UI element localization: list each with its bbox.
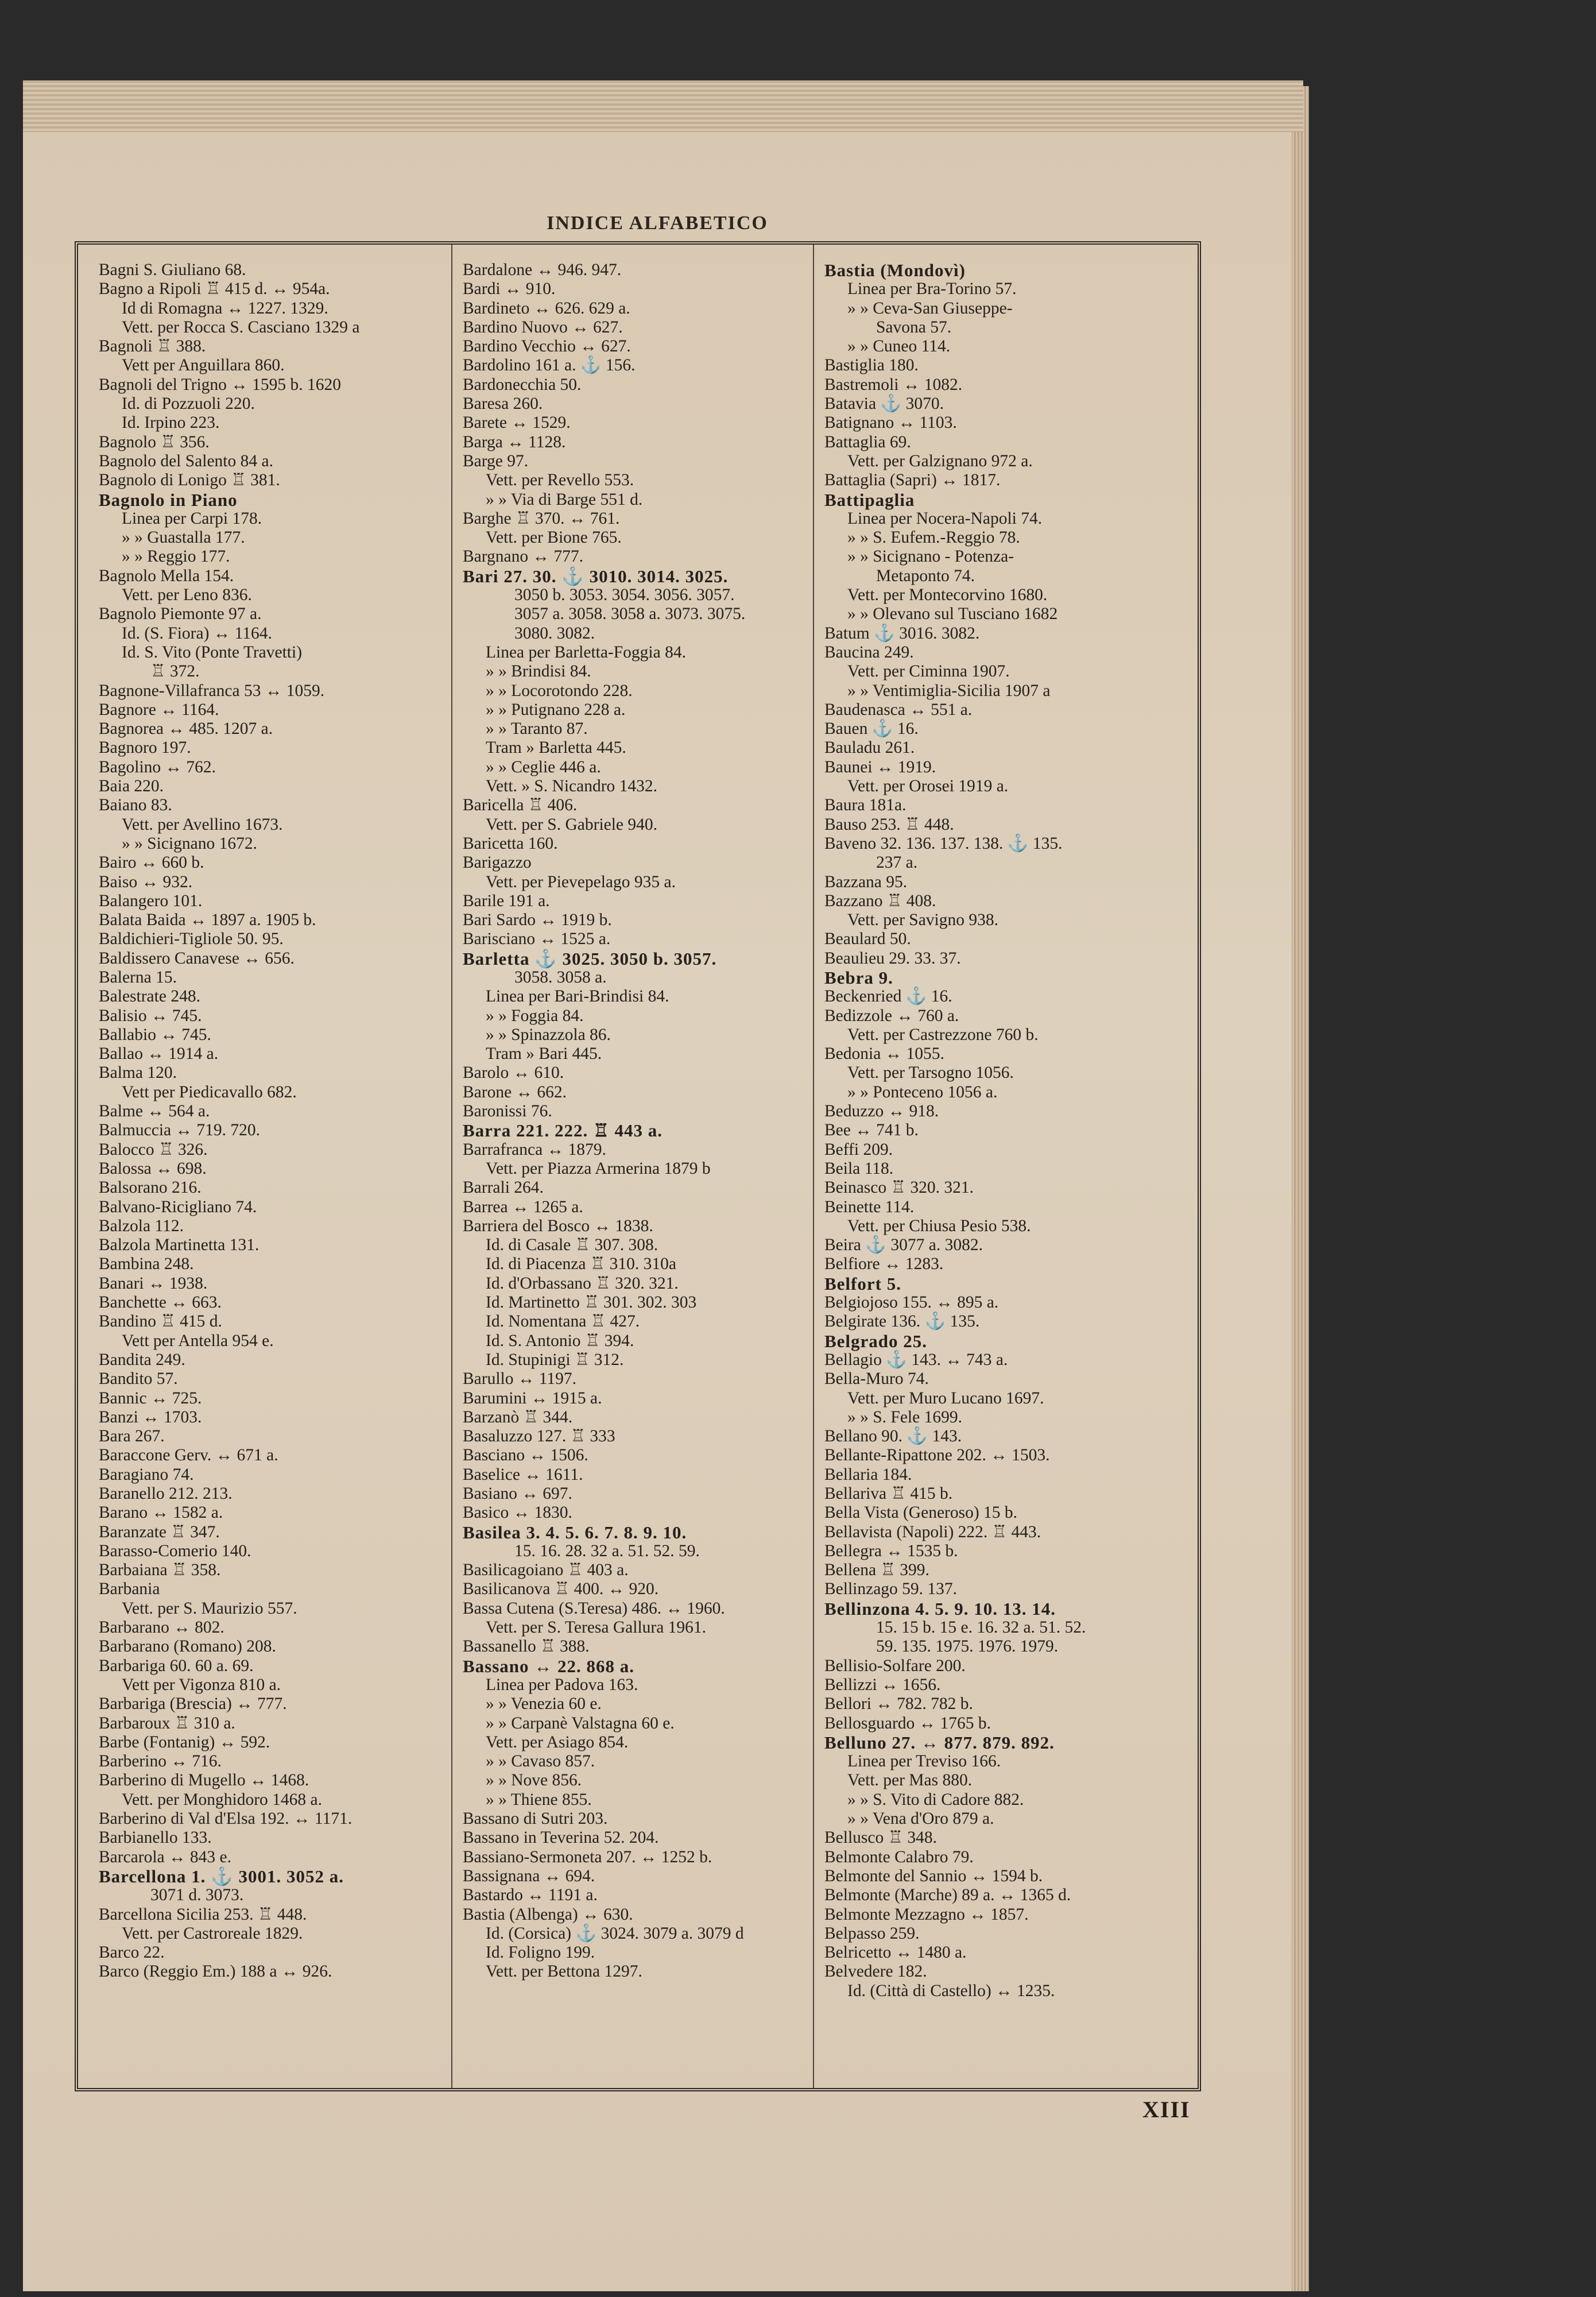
index-entry: Bellagio ⚓ 143. ↔ 743 a. (824, 1350, 1008, 1369)
index-entry: 3080. 3082. (514, 624, 595, 643)
index-entry: Id. (Corsica) ⚓ 3024. 3079 a. 3079 d (486, 1924, 744, 1943)
index-entry: Beduzzo ↔ 918. (824, 1102, 939, 1121)
index-entry: Beira ⚓ 3077 a. 3082. (824, 1236, 983, 1255)
index-entry: Basaluzzo 127. ♖ 333 (463, 1427, 615, 1446)
book-page (23, 132, 1292, 2291)
index-entry: Banchette ↔ 663. (99, 1293, 222, 1312)
index-entry: Barga ↔ 1128. (463, 432, 566, 451)
index-entry: Bazzano ♖ 408. (824, 891, 936, 910)
index-entry: Bellisio-Solfare 200. (824, 1656, 966, 1675)
index-entry: Bagnolo ♖ 356. (99, 432, 210, 451)
index-entry: Bauen ⚓ 16. (824, 720, 919, 738)
index-entry: Baiso ↔ 932. (99, 872, 193, 891)
index-entry: Vett. per Pievepelago 935 a. (486, 872, 676, 891)
index-entry: Belpasso 259. (824, 1924, 920, 1943)
index-entry: » » Reggio 177. (122, 547, 230, 566)
index-entry: Belvedere 182. (824, 1962, 927, 1981)
index-entry: Vett. per Bione 765. (486, 528, 622, 547)
index-entry: Baldissero Canavese ↔ 656. (99, 949, 295, 968)
index-entry: Balocco ♖ 326. (99, 1140, 208, 1159)
index-entry: Barberino ↔ 716. (99, 1752, 222, 1771)
index-entry: ♖ 372. (150, 662, 200, 681)
index-entry: Tram » Bari 445. (486, 1045, 602, 1064)
index-entry: Bara 267. (99, 1427, 165, 1446)
index-entry: Bedonia ↔ 1055. (824, 1045, 944, 1064)
index-entry: Bardino Nuovo ↔ 627. (463, 318, 623, 337)
index-entry: Baricetta 160. (463, 834, 558, 853)
index-entry: Barcellona Sicilia 253. ♖ 448. (99, 1905, 307, 1924)
index-entry: Bagnolo Mella 154. (99, 566, 234, 585)
index-entry: Id. d'Orbassano ♖ 320. 321. (486, 1274, 679, 1293)
index-entry: Baiano 83. (99, 796, 172, 815)
index-entry: 15. 15 b. 15 e. 16. 32 a. 51. 52. (876, 1618, 1086, 1637)
index-entry: Balsorano 216. (99, 1178, 202, 1197)
index-entry: Bagnolo in Piano (99, 489, 238, 510)
index-entry: Beinette 114. (824, 1197, 915, 1216)
index-entry: Bellinzago 59. 137. (824, 1580, 958, 1599)
index-entry: Id. di Piacenza ♖ 310. 310a (486, 1255, 677, 1274)
index-entry: Battaglia (Sapri) ↔ 1817. (824, 471, 1001, 490)
index-entry: Baldichieri-Tigliole 50. 95. (99, 930, 284, 949)
index-frame (75, 241, 1201, 2091)
index-entry: » » S. Eufem.-Reggio 78. (847, 528, 1020, 547)
index-entry: Baresa 260. (463, 395, 543, 413)
index-entry: Bauso 253. ♖ 448. (824, 815, 954, 834)
index-entry: Barletta ⚓ 3025. 3050 b. 3057. (463, 948, 717, 969)
index-entry: Belmonte (Marche) 89 a. ↔ 1365 d. (824, 1886, 1071, 1905)
index-entry: Bardineto ↔ 626. 629 a. (463, 299, 630, 318)
index-entry: » » S. Vito di Cadore 882. (847, 1790, 1024, 1809)
index-entry: Baudenasca ↔ 551 a. (824, 700, 973, 719)
index-entry: Baunei ↔ 1919. (824, 757, 936, 776)
index-entry: » » Nove 856. (486, 1771, 582, 1790)
index-entry: Bardi ↔ 910. (463, 280, 556, 299)
index-entry: Barberino di Mugello ↔ 1468. (99, 1771, 309, 1790)
index-entry: Vett. per Bettona 1297. (486, 1962, 642, 1981)
index-entry: Barriera del Bosco ↔ 1838. (463, 1216, 653, 1235)
index-entry: Bellizzi ↔ 1656. (824, 1675, 941, 1694)
index-entry: Baranello 212. 213. (99, 1484, 233, 1503)
index-column-3 (824, 261, 1180, 2070)
index-entry: Id. (Città di Castello) ↔ 1235. (847, 1981, 1055, 2000)
index-entry: Barcellona 1. ⚓ 3001. 3052 a. (99, 1866, 344, 1886)
index-entry: Bellegra ↔ 1535 b. (824, 1541, 958, 1560)
index-entry: » » Via di Barge 551 d. (486, 490, 643, 509)
index-entry: » » Cavaso 857. (486, 1752, 595, 1771)
index-entry: Beckenried ⚓ 16. (824, 987, 952, 1006)
index-entry: Bazzana 95. (824, 872, 908, 891)
index-entry: Bagnoli ♖ 388. (99, 337, 206, 356)
index-entry: » » Brindisi 84. (486, 662, 591, 681)
index-entry: Barbania (99, 1580, 160, 1599)
index-entry: » » Ceva-San Giuseppe- (847, 299, 1013, 318)
index-entry: Barco (Reggio Em.) 188 a ↔ 926. (99, 1962, 332, 1981)
index-entry: Balisio ↔ 745. (99, 1006, 202, 1025)
index-entry: Linea per Treviso 166. (847, 1752, 1001, 1771)
index-entry: Bardalone ↔ 946. 947. (463, 261, 622, 279)
index-entry: Bardolino 161 a. ⚓ 156. (463, 356, 636, 375)
index-entry: Bellosguardo ↔ 1765 b. (824, 1714, 991, 1733)
index-entry: Beaulieu 29. 33. 37. (824, 949, 961, 968)
index-entry: Bedizzole ↔ 760 a. (824, 1006, 959, 1025)
index-entry: Bassignana ↔ 694. (463, 1866, 595, 1885)
index-entry: Bastiglia 180. (824, 356, 919, 375)
index-entry: Vett. per Castrezzone 760 b. (847, 1025, 1039, 1044)
index-entry: Bairo ↔ 660 b. (99, 853, 204, 872)
index-entry: Linea per Carpi 178. (122, 509, 262, 528)
index-entry: Bandita 249. (99, 1350, 185, 1369)
index-entry: Bassa Cutena (S.Teresa) 486. ↔ 1960. (463, 1599, 725, 1618)
index-entry: Balossa ↔ 698. (99, 1159, 207, 1178)
index-entry: Barrali 264. (463, 1178, 544, 1197)
index-entry: Balzola Martinetta 131. (99, 1236, 259, 1255)
index-entry: Barisciano ↔ 1525 a. (463, 930, 611, 949)
index-entry: Ballabio ↔ 745. (99, 1025, 211, 1044)
index-entry: 3058. 3058 a. (514, 968, 607, 987)
index-entry: Id. Stupinigi ♖ 312. (486, 1350, 624, 1369)
index-entry: Vett. per Avellino 1673. (122, 815, 283, 834)
index-entry: Bassano ↔ 22. 868 a. (463, 1656, 635, 1676)
index-entry: Bagno a Ripoli ♖ 415 d. ↔ 954a. (99, 280, 330, 299)
index-entry: Bastia (Mondovì) (824, 261, 966, 280)
index-entry: Bellaria 184. (824, 1465, 912, 1484)
index-entry: Id. Martinetto ♖ 301. 302. 303 (486, 1293, 697, 1312)
index-entry: Bari 27. 30. ⚓ 3010. 3014. 3025. (463, 566, 729, 586)
index-entry: Barbariga (Brescia) ↔ 777. (99, 1695, 287, 1714)
index-entry: Vett. per Castroreale 1829. (122, 1924, 303, 1943)
index-entry: Belricetto ↔ 1480 a. (824, 1943, 967, 1962)
index-entry: » » Locorotondo 228. (486, 681, 633, 700)
index-entry: Vett. per S. Teresa Gallura 1961. (486, 1618, 707, 1637)
index-entry: Banari ↔ 1938. (99, 1274, 208, 1293)
index-entry: Barolo ↔ 610. (463, 1064, 564, 1082)
index-entry: Vett. per Ciminna 1907. (847, 662, 1010, 681)
index-entry: Beaulard 50. (824, 930, 911, 949)
index-entry: Basilicagoiano ♖ 403 a. (463, 1561, 629, 1580)
index-entry: Baia 220. (99, 777, 164, 796)
index-entry: Balma 120. (99, 1064, 177, 1082)
page-title: INDICE ALFABETICO (547, 212, 768, 234)
index-entry: Bellena ♖ 399. (824, 1561, 929, 1580)
index-entry: Vett. per Leno 836. (122, 586, 252, 605)
index-entry: Bagni S. Giuliano 68. (99, 261, 246, 279)
index-entry: Bellinzona 4. 5. 9. 10. 13. 14. (824, 1598, 1056, 1619)
index-entry: Vett. per Tarsogno 1056. (847, 1064, 1014, 1082)
index-entry: Balangero 101. (99, 891, 203, 910)
index-entry: Vett. per Muro Lucano 1697. (847, 1389, 1044, 1407)
index-entry: Tram » Barletta 445. (486, 738, 626, 757)
index-entry: Bee ↔ 741 b. (824, 1121, 919, 1140)
index-entry: Bastia (Albenga) ↔ 630. (463, 1905, 633, 1924)
column-divider (813, 245, 814, 2088)
index-entry: » » Sicignano - Potenza- (847, 547, 1014, 566)
index-entry: Linea per Padova 163. (486, 1675, 638, 1694)
index-entry: Baucina 249. (824, 643, 914, 662)
index-entry: Vett. per Piazza Armerina 1879 b (486, 1159, 711, 1178)
index-entry: » » Ceglie 446 a. (486, 757, 601, 776)
index-entry: Barigazzo (463, 853, 532, 872)
index-entry: Id di Romagna ↔ 1227. 1329. (122, 299, 328, 318)
index-entry: Bella-Muro 74. (824, 1370, 929, 1389)
index-entry: Basciano ↔ 1506. (463, 1446, 588, 1465)
index-entry: Balvano-Ricigliano 74. (99, 1197, 257, 1216)
index-entry: Bagnoli del Trigno ↔ 1595 b. 1620 (99, 375, 342, 394)
index-entry: Barbaroux ♖ 310 a. (99, 1714, 235, 1733)
page-top-edges (23, 80, 1303, 132)
index-entry: Bardino Vecchio ↔ 627. (463, 337, 631, 356)
index-entry: Baranzate ♖ 347. (99, 1522, 220, 1541)
index-entry: Barghe ♖ 370. ↔ 761. (463, 509, 620, 528)
index-entry: Baveno 32. 136. 137. 138. ⚓ 135. (824, 834, 1063, 853)
index-entry: Bauladu 261. (824, 738, 915, 757)
index-entry: Baricella ♖ 406. (463, 796, 578, 815)
index-entry: Basilicanova ♖ 400. ↔ 920. (463, 1580, 659, 1599)
index-entry: Beinasco ♖ 320. 321. (824, 1178, 974, 1197)
index-column-1 (99, 261, 455, 2070)
index-entry: Barbarano ↔ 802. (99, 1618, 224, 1637)
index-entry: Bassanello ♖ 388. (463, 1637, 590, 1656)
index-entry: Barcarola ↔ 843 e. (99, 1847, 231, 1866)
index-entry: Id. S. Antonio ♖ 394. (486, 1331, 634, 1350)
index-entry: Balmuccia ↔ 719. 720. (99, 1121, 261, 1140)
index-entry: Vett. » S. Nicandro 1432. (486, 777, 658, 796)
index-entry: Id. di Casale ♖ 307. 308. (486, 1236, 658, 1255)
index-entry: » » S. Fele 1699. (847, 1407, 962, 1426)
index-entry: Belgiojoso 155. ↔ 895 a. (824, 1293, 999, 1312)
index-entry: Barbaiana ♖ 358. (99, 1561, 221, 1580)
index-entry: Bardonecchia 50. (463, 375, 582, 394)
index-entry: » » Sicignano 1672. (122, 834, 257, 853)
column-divider (451, 245, 452, 2088)
index-entry: Id. di Pozzuoli 220. (122, 395, 255, 413)
index-entry: Battipaglia (824, 489, 915, 510)
index-entry: Baragiano 74. (99, 1465, 194, 1484)
index-entry: Bagnoro 197. (99, 738, 191, 757)
index-entry: Barete ↔ 1529. (463, 413, 571, 432)
index-entry: Bambina 248. (99, 1255, 194, 1274)
index-entry: Batignano ↔ 1103. (824, 413, 957, 432)
index-entry: » » Ventimiglia-Sicilia 1907 a (847, 681, 1051, 700)
index-entry: Vett. per Revello 553. (486, 471, 634, 490)
index-entry: Belfort 5. (824, 1273, 901, 1294)
index-entry: Bandino ♖ 415 d. (99, 1312, 222, 1331)
index-entry: Bellavista (Napoli) 222. ♖ 443. (824, 1522, 1041, 1541)
index-entry: Bagnorea ↔ 485. 1207 a. (99, 720, 273, 738)
index-entry: Bassano di Sutri 203. (463, 1809, 608, 1828)
index-entry: Bellante-Ripattone 202. ↔ 1503. (824, 1446, 1050, 1465)
index-entry: Beffi 209. (824, 1140, 893, 1159)
index-entry: Bella Vista (Generoso) 15 b. (824, 1503, 1018, 1522)
index-entry: Linea per Barletta-Foggia 84. (486, 643, 686, 662)
index-entry: » » Foggia 84. (486, 1006, 584, 1025)
index-entry: Bagnolo di Lonigo ♖ 381. (99, 471, 280, 490)
index-entry: Belgirate 136. ⚓ 135. (824, 1312, 980, 1331)
index-entry: Belmonte del Sannio ↔ 1594 b. (824, 1866, 1043, 1885)
index-entry: Baura 181a. (824, 796, 907, 815)
index-entry: Basico ↔ 1830. (463, 1503, 572, 1522)
index-column-2 (463, 261, 819, 2070)
index-entry: » » Putignano 228 a. (486, 700, 626, 719)
index-entry: Barone ↔ 662. (463, 1082, 567, 1101)
index-entry: Id. S. Vito (Ponte Travetti) (122, 643, 303, 662)
index-entry: Barzanò ♖ 344. (463, 1407, 573, 1426)
index-entry: 15. 16. 28. 32 a. 51. 52. 59. (514, 1541, 700, 1560)
index-entry: Barullo ↔ 1197. (463, 1370, 577, 1389)
index-entry: Batum ⚓ 3016. 3082. (824, 624, 980, 643)
index-entry: Bassano in Teverina 52. 204. (463, 1828, 659, 1847)
index-entry: » » Ponteceno 1056 a. (847, 1082, 998, 1101)
index-entry: Batavia ⚓ 3070. (824, 395, 944, 413)
page-number: XIII (1142, 2097, 1191, 2122)
index-entry: Vett. per S. Maurizio 557. (122, 1599, 297, 1618)
index-entry: Bassiano-Sermoneta 207. ↔ 1252 b. (463, 1847, 712, 1866)
index-entry: Belmonte Calabro 79. (824, 1847, 974, 1866)
index-entry: Barbianello 133. (99, 1828, 212, 1847)
index-entry: Basilea 3. 4. 5. 6. 7. 8. 9. 10. (463, 1522, 687, 1542)
index-entry: Barco 22. (99, 1943, 165, 1962)
index-entry: Vett per Vigonza 810 a. (122, 1675, 281, 1694)
index-entry: Vett. per Montecorvino 1680. (847, 586, 1048, 605)
index-entry: Ballao ↔ 1914 a. (99, 1045, 219, 1064)
index-entry: » » Cuneo 114. (847, 337, 951, 356)
index-entry: Vett. per Mas 880. (847, 1771, 973, 1790)
index-entry: Bellariva ♖ 415 b. (824, 1484, 953, 1503)
index-entry: Barumini ↔ 1915 a. (463, 1389, 602, 1407)
index-entry: » » Olevano sul Tusciano 1682 (847, 605, 1058, 624)
index-entry: Barbe (Fontanig) ↔ 592. (99, 1733, 270, 1751)
index-entry: Balata Baida ↔ 1897 a. 1905 b. (99, 911, 316, 930)
index-entry: Bellusco ♖ 348. (824, 1828, 938, 1847)
index-entry: Id. (S. Fiora) ↔ 1164. (122, 624, 272, 643)
index-entry: Baselice ↔ 1611. (463, 1465, 583, 1484)
index-entry: Bellori ↔ 782. 782 b. (824, 1695, 973, 1714)
index-entry: Balzola 112. (99, 1216, 184, 1235)
index-entry: Bargnano ↔ 777. (463, 547, 584, 566)
index-entry: 237 a. (876, 853, 918, 872)
index-entry: Bastardo ↔ 1191 a. (463, 1886, 598, 1905)
index-entry: Belfiore ↔ 1283. (824, 1255, 944, 1274)
index-entry: 3050 b. 3053. 3054. 3056. 3057. (514, 586, 735, 605)
index-entry: Belmonte Mezzagno ↔ 1857. (824, 1905, 1029, 1924)
index-entry: » » Spinazzola 86. (486, 1025, 611, 1044)
index-entry: » » Thiene 855. (486, 1790, 592, 1809)
index-entry: 3057 a. 3058. 3058 a. 3073. 3075. (514, 605, 746, 624)
index-entry: Vett per Anguillara 860. (122, 356, 285, 375)
index-entry: Barra 221. 222. ♖ 443 a. (463, 1120, 663, 1141)
index-entry: Vett. per Monghidoro 1468 a. (122, 1790, 323, 1809)
index-entry: Barrea ↔ 1265 a. (463, 1197, 583, 1216)
index-entry: 59. 135. 1975. 1976. 1979. (876, 1637, 1059, 1656)
index-entry: Savona 57. (876, 318, 952, 337)
index-entry: Barbarano (Romano) 208. (99, 1637, 276, 1656)
index-entry: Barbariga 60. 60 a. 69. (99, 1656, 254, 1675)
index-entry: Belgrado 25. (824, 1331, 928, 1351)
index-entry: Baronissi 76. (463, 1102, 552, 1121)
index-entry: Balerna 15. (99, 968, 177, 987)
index-entry: Vett. per Rocca S. Casciano 1329 a (122, 318, 360, 337)
index-entry: 3071 d. 3073. (150, 1886, 244, 1905)
index-entry: Baraccone Gerv. ↔ 671 a. (99, 1446, 278, 1465)
index-entry: Vett. per Orosei 1919 a. (847, 777, 1009, 796)
index-entry: Id. Nomentana ♖ 427. (486, 1312, 640, 1331)
index-entry: Vett per Antella 954 e. (122, 1331, 274, 1350)
index-entry: » » Taranto 87. (486, 720, 588, 738)
index-entry: » » Carpanè Valstagna 60 e. (486, 1714, 675, 1733)
index-entry: Battaglia 69. (824, 432, 911, 451)
index-entry: Barge 97. (463, 451, 529, 470)
index-entry: Vett. per S. Gabriele 940. (486, 815, 658, 834)
index-entry: Linea per Bari-Brindisi 84. (486, 987, 669, 1006)
index-entry: Bannic ↔ 725. (99, 1389, 202, 1407)
index-entry: Belluno 27. ↔ 877. 879. 892. (824, 1732, 1055, 1753)
index-entry: Vett. per Asiago 854. (486, 1733, 629, 1751)
index-entry: Barano ↔ 1582 a. (99, 1503, 223, 1522)
index-entry: Bagnolo del Salento 84 a. (99, 451, 273, 470)
index-entry: Vett. per Chiusa Pesio 538. (847, 1216, 1031, 1235)
index-entry: Bandito 57. (99, 1370, 178, 1389)
index-entry: Id. Irpino 223. (122, 413, 220, 432)
index-entry: » » Guastalla 177. (122, 528, 245, 547)
index-entry: Bebra 9. (824, 967, 893, 988)
index-entry: Id. Foligno 199. (486, 1943, 595, 1962)
index-entry: Beila 118. (824, 1159, 894, 1178)
index-entry: Barberino di Val d'Elsa 192. ↔ 1171. (99, 1809, 352, 1828)
index-entry: Linea per Bra-Torino 57. (847, 280, 1017, 299)
index-entry: Bellano 90. ⚓ 143. (824, 1427, 962, 1446)
index-entry: Barrafranca ↔ 1879. (463, 1140, 606, 1159)
index-entry: Bagnolo Piemonte 97 a. (99, 605, 262, 624)
index-entry: Bari Sardo ↔ 1919 b. (463, 911, 612, 930)
index-entry: Barile 191 a. (463, 891, 550, 910)
index-entry: Balme ↔ 564 a. (99, 1102, 210, 1121)
index-entry: Barasso-Comerio 140. (99, 1541, 251, 1560)
index-entry: Vett. per Galzignano 972 a. (847, 451, 1033, 470)
index-entry: Basiano ↔ 697. (463, 1484, 572, 1503)
index-entry: Metaponto 74. (876, 566, 975, 585)
index-entry: Bagnone-Villafranca 53 ↔ 1059. (99, 681, 325, 700)
index-entry: Banzi ↔ 1703. (99, 1407, 202, 1426)
index-entry: Bagnore ↔ 1164. (99, 700, 219, 719)
index-entry: Bastremoli ↔ 1082. (824, 375, 963, 394)
index-entry: Balestrate 248. (99, 987, 200, 1006)
index-entry: » » Venezia 60 e. (486, 1695, 602, 1714)
index-entry: Vett per Piedicavallo 682. (122, 1082, 297, 1101)
index-entry: » » Vena d'Oro 879 a. (847, 1809, 994, 1828)
index-entry: Linea per Nocera-Napoli 74. (847, 509, 1043, 528)
index-entry: Vett. per Savigno 938. (847, 911, 999, 930)
index-entry: Bagolino ↔ 762. (99, 757, 216, 776)
